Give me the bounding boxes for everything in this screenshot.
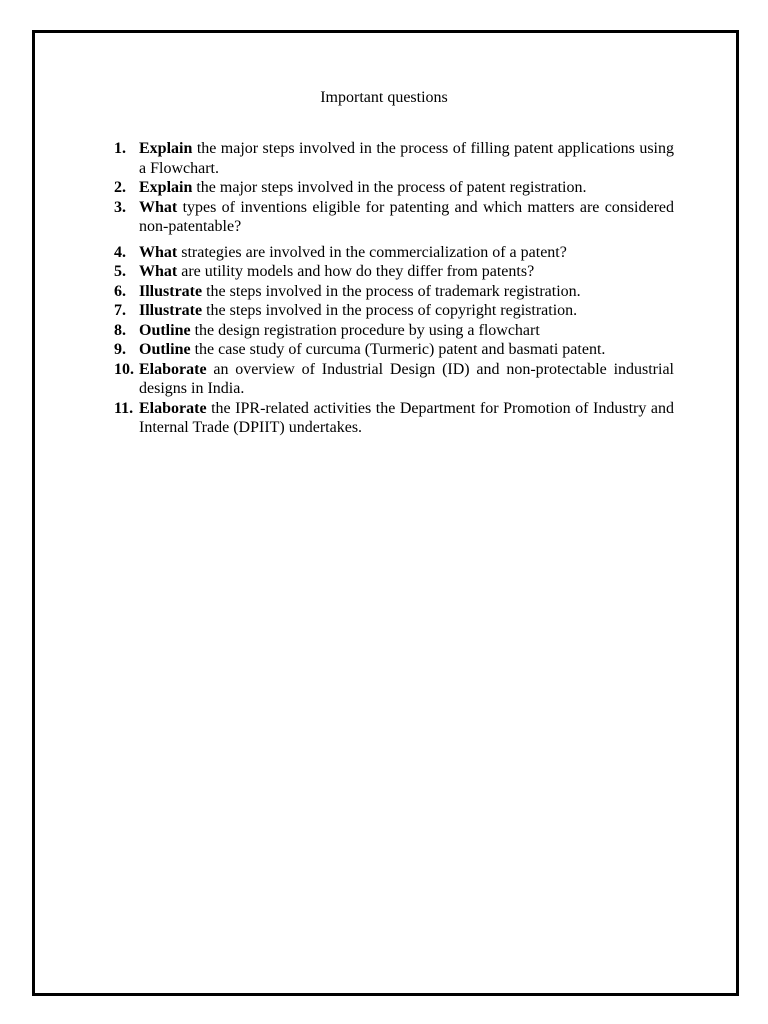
question-lead: Elaborate (139, 399, 207, 417)
question-lead: Explain (139, 179, 193, 196)
question-item (114, 321, 674, 341)
question-lead: What (139, 243, 178, 261)
question-lead: Outline (139, 341, 191, 358)
question-text: the design registration procedure by using a flowchart (194, 321, 540, 339)
question-item (114, 139, 674, 178)
question-number: 11. (114, 399, 134, 417)
question-lead: Outline (139, 321, 191, 339)
question-number: 9. (114, 341, 126, 358)
document-title: Important questions (320, 89, 448, 106)
question-item (114, 340, 674, 360)
question-item (114, 178, 674, 198)
question-text: the IPR-related activities the Department for Promotion of Industry and Internal Trade (DPIIT) undertakes. (139, 399, 675, 436)
question-item (114, 360, 674, 399)
question-text: the steps involved in the process of copyright registration. (206, 302, 578, 319)
question-text: the major steps involved in the process of patent registration. (196, 179, 587, 196)
question-number: 1. (114, 140, 126, 157)
question-lead: Illustrate (139, 302, 203, 319)
question-number: 8. (114, 321, 126, 339)
question-text: the steps involved in the process of trademark registration. (206, 282, 581, 300)
question-number: 2. (114, 179, 126, 196)
question-text: types of inventions eligible for patenting and which matters are considered non-patentable? (139, 198, 675, 235)
question-lead: What (139, 263, 178, 280)
question-number: 10. (114, 360, 134, 378)
question-item (114, 301, 674, 321)
question-lead: Elaborate (139, 360, 207, 378)
question-item (114, 262, 674, 282)
question-text: an overview of Industrial Design (ID) and non-protectable industrial designs in India. (139, 360, 675, 397)
question-text: are utility models and how do they differ from patents? (181, 263, 535, 280)
question-number: 6. (114, 282, 126, 300)
question-lead: Explain (139, 140, 193, 157)
question-lead: What (139, 198, 178, 216)
question-lead: Illustrate (139, 282, 203, 300)
question-text: the major steps involved in the process of filling patent applications using a Flowchart. (139, 140, 675, 177)
question-item (114, 282, 674, 302)
question-number: 3. (114, 198, 126, 216)
question-number: 4. (114, 243, 126, 261)
question-item (114, 399, 674, 438)
question-text: strategies are involved in the commercialization of a patent? (181, 243, 567, 261)
question-number: 5. (114, 263, 126, 280)
question-number: 7. (114, 302, 126, 319)
question-text: the case study of curcuma (Turmeric) patent and basmati patent. (194, 341, 606, 358)
question-list (114, 139, 674, 438)
question-item (114, 243, 674, 263)
question-item (114, 198, 674, 237)
